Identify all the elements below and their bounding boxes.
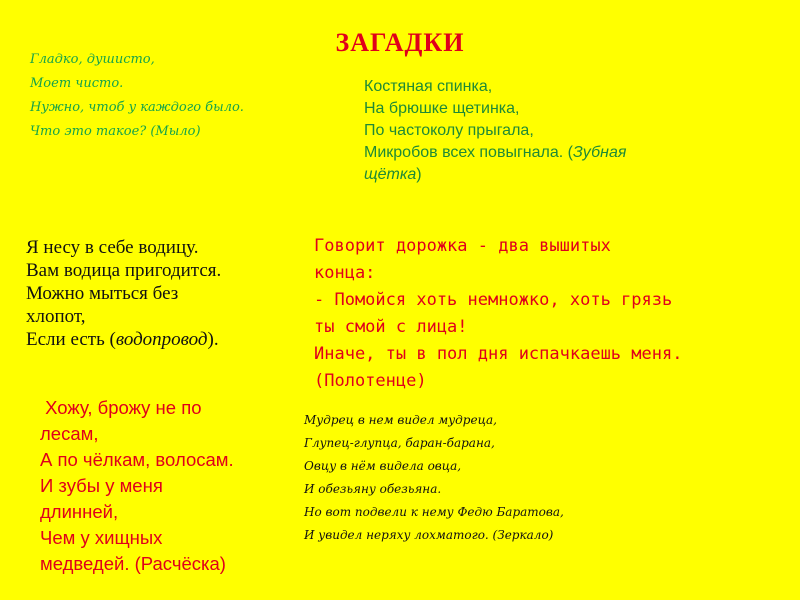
riddle-toothbrush-line: Костяная спинка,: [364, 78, 493, 95]
riddle-water-text: Если есть (: [26, 329, 116, 350]
riddle-mirror-line: Мудрец в нем видел мудреца,: [304, 413, 497, 427]
riddle-mirror-line: Но вот подвели к нему Федю Баратова,: [304, 505, 564, 519]
riddle-water-line: хлопот,: [26, 306, 86, 327]
riddle-comb-line: Хожу, брожу не по: [40, 397, 202, 418]
riddle-water-line: Можно мыться без: [26, 283, 179, 304]
riddle-soap: [30, 48, 244, 144]
riddle-mirror-line: Овцу в нём видела овца,: [304, 459, 462, 473]
riddle-towel-line: ты смой с лица!: [314, 317, 468, 337]
riddle-mirror: [304, 409, 564, 547]
riddle-comb: [40, 395, 234, 577]
riddle-towel-line: (Полотенце): [314, 371, 427, 391]
riddle-comb-line: И зубы у меня: [40, 475, 163, 496]
riddle-toothbrush-paren-close: ): [416, 166, 422, 183]
riddle-mirror-line: И увидел неряху лохматого. (Зеркало): [304, 528, 554, 542]
riddle-comb-line: Чем у хищных: [40, 527, 163, 548]
riddle-water-line: Вам водица пригодится.: [26, 260, 222, 281]
riddle-soap-line: Нужно, чтоб у каждого было.: [30, 100, 244, 115]
riddle-water-end: ).: [207, 329, 219, 350]
riddle-towel-line: конца:: [314, 263, 376, 283]
riddle-toothbrush-answer-part1: Зубная: [572, 144, 627, 161]
riddle-soap-line: Гладко, душисто,: [30, 52, 155, 67]
riddle-toothbrush-line-4: [364, 142, 626, 164]
riddle-towel-line: - Помойся хоть немножко, хоть грязь: [314, 290, 673, 310]
riddle-comb-line: лесам,: [40, 423, 99, 444]
riddle-toothbrush: [364, 76, 626, 186]
riddle-comb-line: А по чёлкам, волосам.: [40, 449, 234, 470]
riddle-toothbrush-answer-part2: щётка: [364, 166, 417, 183]
riddle-water-answer: водопровод: [115, 329, 208, 350]
riddle-water: [26, 236, 221, 351]
riddle-comb-line: медведей. (Расчёска): [40, 553, 226, 574]
riddle-mirror-line: И обезьяну обезьяна.: [304, 482, 442, 496]
riddle-towel: [314, 233, 682, 395]
riddle-toothbrush-line-5: [364, 164, 626, 186]
riddle-soap-line: Моет чисто.: [30, 76, 124, 91]
riddle-towel-line: Говорит дорожка - два вышитых: [314, 236, 611, 256]
riddle-water-line-last: [26, 328, 221, 351]
riddle-toothbrush-text: Микробов всех повыгнала. (: [364, 144, 573, 161]
riddle-comb-line: длинней,: [40, 501, 119, 522]
riddle-towel-line: Иначе, ты в пол дня испачкаешь меня.: [314, 344, 683, 364]
riddle-toothbrush-line: По частоколу прыгала,: [364, 122, 534, 139]
riddle-soap-line: Что это такое? (Мыло): [30, 124, 201, 139]
page-title: ЗАГАДКИ: [335, 28, 465, 57]
riddle-water-line: Я несу в себе водицу.: [26, 237, 199, 258]
riddle-toothbrush-line: На брюшке щетинка,: [364, 100, 520, 117]
riddle-mirror-line: Глупец-глупца, баран-барана,: [304, 436, 495, 450]
